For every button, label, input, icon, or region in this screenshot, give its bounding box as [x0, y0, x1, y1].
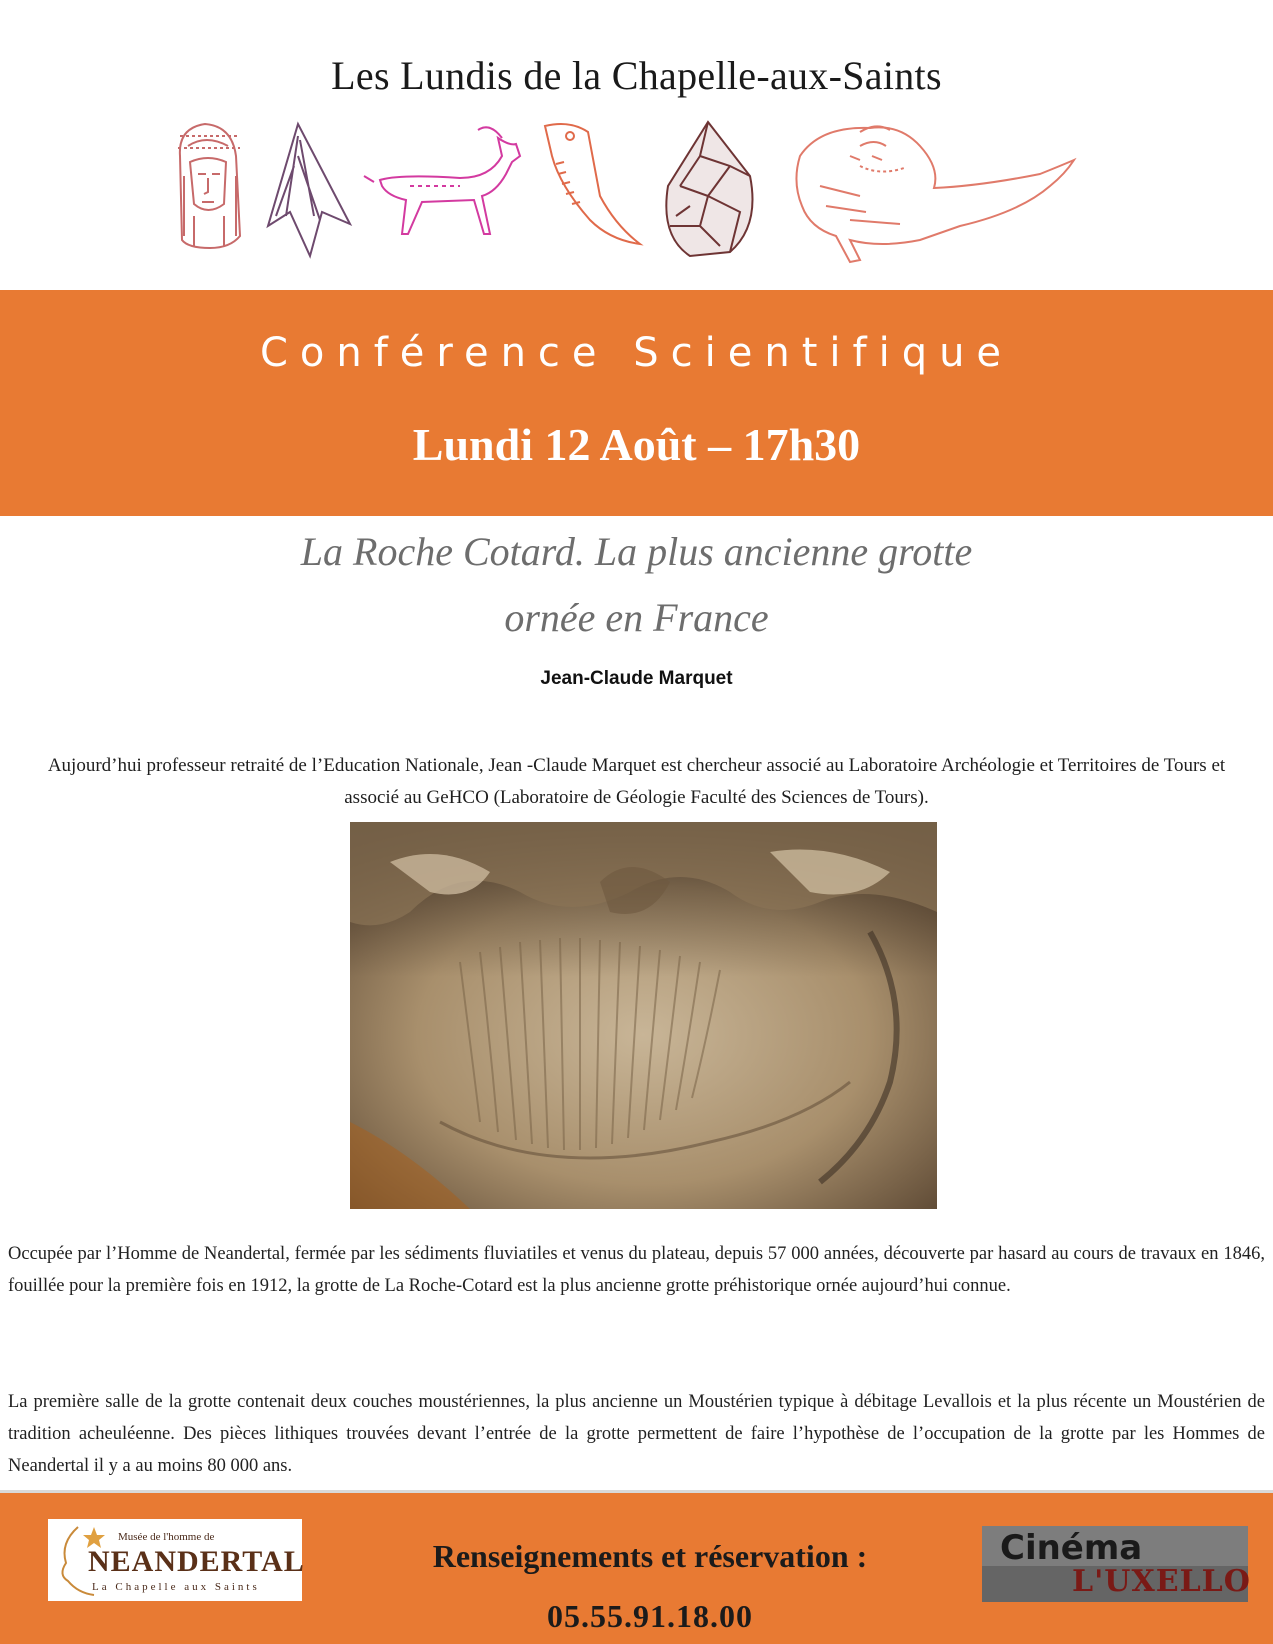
museum-logo-line3: La Chapelle aux Saints: [92, 1581, 260, 1593]
face-carving-icon: [178, 124, 240, 248]
goat-icon: [364, 127, 520, 234]
speaker-bio: Aujourd’hui professeur retraité de l’Education Nationale, Jean -Claude Marquet est chercheur associé au Laboratoire Archéologie et Territoires de Tours et associé au GeHCO (Laboratoire de Géologie Faculté des Sciences de Tours).: [47, 755, 1226, 808]
event-date-time: Lundi 12 Août – 17h30: [412, 419, 861, 470]
series-title: Les Lundis de la Chapelle-aux-Saints: [331, 53, 942, 98]
cave-engraving-photo: [350, 822, 937, 1209]
museum-logo-line1: Musée de l'homme de: [118, 1531, 215, 1543]
museum-neandertal-logo: [48, 1519, 305, 1601]
cinema-luxello-logo: [982, 1526, 1251, 1602]
cinema-logo-line1: Cinéma: [1000, 1528, 1143, 1568]
talk-title-line2: ornée en France: [504, 595, 769, 640]
contact-label: Renseignements et réservation :: [432, 1538, 868, 1574]
top-orange-band: [0, 290, 1273, 516]
conference-label: Conférence Scientifique: [259, 330, 1014, 376]
talk-title-line1: La Roche Cotard. La plus ancienne grotte: [300, 529, 973, 574]
museum-logo-line2: NEANDERTAL: [88, 1545, 305, 1578]
bone-tool-icon: [545, 124, 640, 244]
decorative-icons-row: [160, 116, 1120, 286]
description-paragraph-2: La première salle de la grotte contenait deux couches moustériennes, la plus ancienne un Moustérien typique à débitage Levallois et la plus récente un Moustérien de tradition acheuléenne. Des pièces lithiques trouvées devant l’entrée de la grotte permettent de faire l’hypothèse de l’occupation de la grotte par les Hommes de Neandertal il y a au moins 80 000 ans.: [8, 1392, 1265, 1476]
arrowhead-icon: [268, 124, 350, 256]
description-paragraph-1: Occupée par l’Homme de Neandertal, fermée par les sédiments fluviatiles et venus du plateau, depuis 57 000 années, découverte par hasard au cours de travaux en 1846, fouillée pour la première fois en 1912, la grotte de La Roche-Cotard est la plus ancienne grotte préhistorique ornée aujourd’hui connue.: [8, 1244, 1265, 1296]
cinema-logo-line2: L'UXELLO: [1072, 1564, 1251, 1599]
contact-phone: 05.55.91.18.00: [547, 1598, 753, 1634]
speaker-name: Jean-Claude Marquet: [540, 668, 733, 689]
biface-flint-icon: [666, 122, 752, 256]
bison-icon: [796, 126, 1074, 262]
